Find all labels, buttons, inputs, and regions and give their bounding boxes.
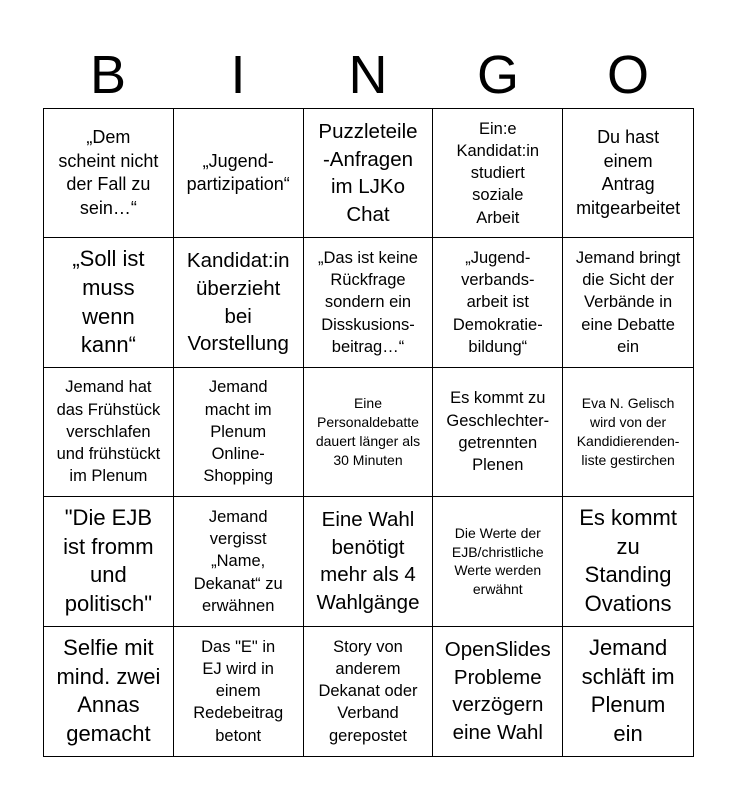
bingo-cell	[433, 497, 563, 626]
bingo-cell	[174, 109, 304, 238]
bingo-cell-text: Es kommt zu Standing Ovations	[579, 505, 677, 616]
bingo-cell	[563, 627, 693, 756]
bingo-cell-text: Puzzleteile -Anfragen im LJKo Chat	[318, 119, 418, 226]
bingo-cell-text: OpenSlides Probleme verzögern eine Wahl	[444, 637, 551, 744]
bingo-cell	[44, 368, 174, 497]
bingo-cell	[304, 238, 434, 367]
bingo-cell-text: Jemand vergisst „Name, Dekanat“ zu erwähnen	[193, 507, 283, 615]
bingo-cell-text: Jemand bringt die Sicht der Verbände in eine Debatte ein	[575, 248, 681, 356]
header-letter-n: N	[348, 45, 388, 105]
bingo-cell	[304, 497, 434, 626]
bingo-cell	[433, 109, 563, 238]
bingo-cell-text: Eva N. Gelisch wird von der Kandidierenden- liste gestirchen	[576, 395, 680, 468]
bingo-cell	[563, 238, 693, 367]
bingo-cell	[304, 627, 434, 756]
bingo-cell	[563, 368, 693, 497]
bingo-cell-text: Eine Personaldebatte dauert länger als 30 Minuten	[315, 395, 421, 468]
bingo-cell-text: Jemand schläft im Plenum ein	[581, 635, 675, 746]
bingo-cell-text: "Die EJB ist fromm und politisch"	[63, 505, 154, 616]
bingo-cell	[44, 109, 174, 238]
bingo-cell	[304, 368, 434, 497]
bingo-cell-text: Kandidat:in überzieht bei Vorstellung	[186, 249, 290, 356]
bingo-cell	[304, 109, 434, 238]
bingo-cell-text: Die Werte der EJB/christliche Werte werden erwähnt	[451, 524, 544, 598]
header-letter-i: I	[230, 45, 246, 105]
bingo-cell-text: Ein:e Kandidat:in studiert soziale Arbeit	[456, 119, 540, 227]
bingo-cell	[44, 627, 174, 756]
bingo-cell-text: Jemand macht im Plenum Online- Shopping	[203, 378, 274, 486]
bingo-cell	[563, 497, 693, 626]
bingo-cell	[433, 238, 563, 367]
bingo-cell	[174, 368, 304, 497]
header-letter-g: G	[476, 45, 519, 105]
bingo-cell-text: „Jugend- partizipation“	[186, 150, 290, 195]
bingo-cell	[174, 627, 304, 756]
bingo-cell-text: „Soll ist muss wenn kann“	[72, 246, 145, 358]
bingo-cell-text: Das "E" in EJ wird in einem Redebeitrag betont	[193, 637, 284, 745]
bingo-cell-text: Es kommt zu Geschlechter- getrennten Plenen	[446, 389, 550, 475]
bingo-header	[43, 42, 693, 108]
bingo-cell-text: „Jugend- verbands- arbeit ist Demokratie- bildung“	[452, 248, 543, 356]
header-letter-o: O	[606, 45, 649, 105]
bingo-cell	[433, 627, 563, 756]
bingo-cell-text: Du hast einem Antrag mitgearbeitet	[576, 127, 681, 218]
bingo-cell-text: Eine Wahl benötigt mehr als 4 Wahlgänge	[316, 508, 420, 615]
bingo-grid	[43, 108, 694, 757]
bingo-cell	[44, 238, 174, 367]
header-letter-b: B	[89, 45, 127, 105]
bingo-cell-text: Story von anderem Dekanat oder Verband gerepostet	[318, 637, 418, 745]
bingo-cell	[433, 368, 563, 497]
bingo-cell	[44, 497, 174, 626]
bingo-cell-text: „Dem scheint nicht der Fall zu sein…“	[58, 127, 159, 218]
bingo-cell-text: „Das ist keine Rückfrage sondern ein Disskusions- beitrag…“	[318, 248, 418, 356]
bingo-cell-text: Selfie mit mind. zwei Annas gemacht	[56, 635, 161, 746]
bingo-cell	[174, 497, 304, 626]
bingo-cell-text: Jemand hat das Frühstück verschlafen und frühstückt im Plenum	[56, 378, 161, 486]
bingo-cell	[174, 238, 304, 367]
bingo-cell	[563, 109, 693, 238]
